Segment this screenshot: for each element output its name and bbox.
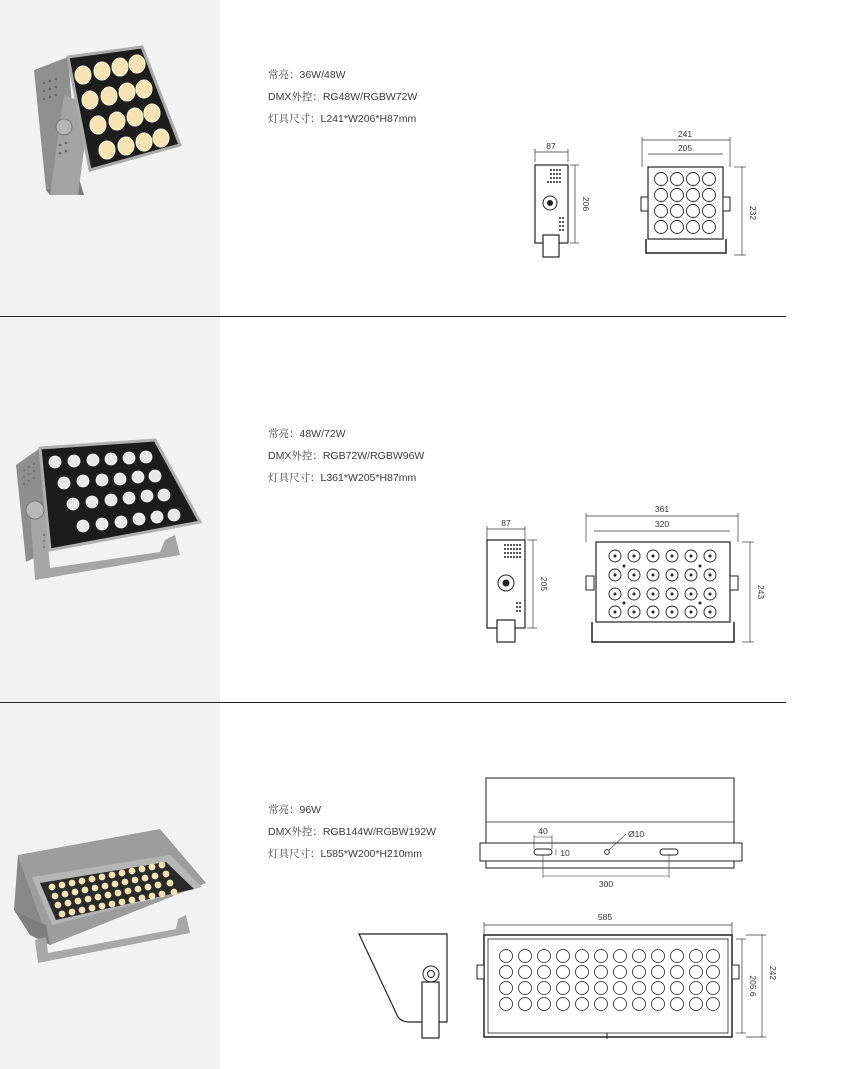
product-photo-1 [20, 35, 200, 205]
product-2-specs [268, 423, 424, 489]
spec-dimensions: 灯具尺寸：L585*W200*H210mm [268, 848, 423, 860]
dim-side-height: 205 [539, 576, 549, 592]
dim-side-width: 87 [546, 141, 556, 151]
dim-side-width: 87 [501, 518, 511, 528]
product-3-specs [268, 799, 436, 865]
dim-side-height: 206 [581, 196, 591, 212]
dim-front-height: 243 [756, 584, 766, 600]
dim-slot-height: 10 [560, 848, 570, 858]
product-photo-3 [10, 825, 210, 970]
dim-outer-height: 242 [768, 965, 778, 981]
dim-outer-width: 241 [677, 129, 693, 139]
product-3-front-drawing [470, 905, 785, 1045]
spec-dimensions: 灯具尺寸：L241*W206*H87mm [268, 113, 417, 125]
dim-slot-width: 40 [538, 826, 548, 836]
dim-inner-height: 205.6 [748, 975, 758, 997]
product-1-specs [268, 64, 417, 130]
dim-hole-diameter: Ø10 [628, 829, 645, 839]
section-divider-2 [0, 702, 786, 703]
spec-power: 常亮：48W/72W [268, 428, 346, 440]
section-divider-1 [0, 316, 786, 317]
spec-dmx: DMX外控：RG48W/RGBW72W [268, 91, 418, 103]
dim-inner-width: 205 [677, 143, 693, 153]
dim-front-height: 232 [748, 205, 758, 221]
product-photo-2 [10, 440, 210, 590]
product-2-front-drawing [578, 500, 768, 650]
product-3-side-drawing [355, 930, 455, 1045]
spec-dmx: DMX外控：RGB72W/RGBW96W [268, 450, 425, 462]
spec-dimensions: 灯具尺寸：L361*W205*H87mm [268, 472, 417, 484]
spec-power: 常亮：96W [268, 804, 322, 816]
product-1-front-drawing [630, 125, 760, 265]
product-3-top-drawing [470, 770, 760, 895]
product-1-side-drawing [520, 140, 600, 260]
dim-slot-spacing: 300 [598, 879, 614, 889]
dim-inner-width: 320 [654, 519, 670, 529]
dim-outer-width: 361 [654, 504, 670, 514]
spec-power: 常亮：36W/48W [268, 69, 346, 81]
spec-dmx: DMX外控：RGB144W/RGBW192W [268, 826, 437, 838]
dim-outer-width: 585 [597, 912, 613, 922]
product-2-side-drawing [475, 515, 555, 650]
